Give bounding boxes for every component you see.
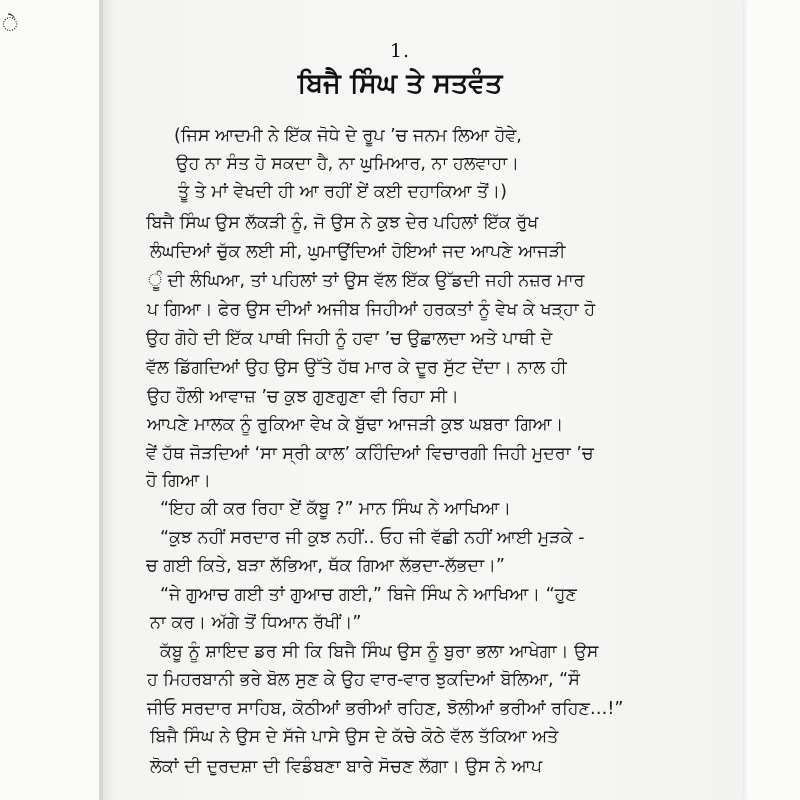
body-line: ਚ ਗਈ ਕਿਤੇ, ਬੜਾ ਲੱਭਿਆ, ਥੱਕ ਗਿਆ ਲੱਭਦਾ-ਲੱਭਦਾ।” bbox=[146, 556, 505, 576]
chapter-title: ਬਿਜੈ ਸਿੰਘ ਤੇ ਸਤਵੰਤ bbox=[297, 68, 503, 99]
body-line: “ਜੇ ਗੁਆਚ ਗਈ ਤਾਂ ਗੁਆਚ ਗਈ,” ਬਿਜੇ ਸਿੰਘ ਨੇ ਆਖਿਆ। “ਹੁਣ bbox=[160, 585, 577, 605]
epigraph-line: ਤੂੰ ਤੇ ਮਾਂ ਵੇਖਦੀ ਹੀ ਆ ਰਹੀਂ ਏਂ ਕਈ ਦਹਾਕਿਆ ਤੋਂ।) bbox=[178, 182, 507, 202]
epigraph-line: ਉਹ ਨਾ ਸੰਤ ਹੋ ਸਕਦਾ ਹੈ, ਨਾ ਘੁਮਿਆਰ, ਨਾ ਹਲਵਾਹਾ। bbox=[176, 154, 520, 174]
facing-page-glyph: ੇ bbox=[2, 12, 18, 36]
body-line: ਲੋਕਾਂ ਦੀ ਦੁਰਦਸ਼ਾ ਦੀ ਵਿਡੰਬਣਾ ਬਾਰੇ ਸੋਚਣ ਲੱਗਾ। ਉਸ ਨੇ ਆਪ bbox=[150, 757, 543, 777]
body-line: ਹੋ ਗਿਆ। bbox=[146, 471, 211, 491]
body-line: “ਇਹ ਕੀ ਕਰ ਰਿਹਾ ਏਂ ਕੱਬੂ ?” ਮਾਨ ਸਿੰਘ ਨੇ ਆਖਿਆ। bbox=[160, 499, 512, 519]
body-line: ਜੀਓ ਸਰਦਾਰ ਸਾਹਿਬ, ਕੋਠੀਆਂ ਭਰੀਆਂ ਰਹਿਣ, ਝੋਲੀਆਂ ਭਰੀਆਂ ਰਹਿਣ…!” bbox=[147, 699, 624, 719]
body-line: ੂੰ ਦੀ ਲੰਘਿਆ, ਤਾਂ ਪਹਿਲਾਂ ਤਾਂ ਉਸ ਵੱਲ ਇੱਕ ਉੱਡਦੀ ਜਹੀ ਨਜ਼ਰ ਮਾਰ bbox=[148, 271, 585, 291]
body-line: ਆਪਣੇ ਮਾਲਕ ਨੂੰ ਰੁਕਿਆ ਵੇਖ ਕੇ ਬੁੱਢਾ ਆਜੜੀ ਕੁਝ ਘਬਰਾ ਗਿਆ। bbox=[147, 415, 564, 435]
body-line: ਵੱਲ ਡਿੱਗਦਿਆਂ ਉਹ ਉਸ ਉੱਤੇ ਹੱਥ ਮਾਰ ਕੇ ਦੂਰ ਸੁੱਟ ਦੇਂਦਾ। ਨਾਲ ਹੀ bbox=[146, 358, 567, 378]
body-line: ਉਹ ਹੌਲੀ ਆਵਾਜ਼ ’ਚ ਕੁਝ ਗੁਣਗੁਣਾ ਵੀ ਰਿਹਾ ਸੀ। bbox=[147, 387, 459, 407]
body-line: ਕੱਬੂ ਨੂੰ ਸ਼ਾਇਦ ਡਰ ਸੀ ਕਿ ਬਿਜੈ ਸਿੰਘ ਉਸ ਨੂੰ ਬੁਰਾ ਭਲਾ ਆਖੇਗਾ। ਉਸ bbox=[160, 642, 599, 662]
body-line: ਵੇਂ ਹੱਥ ਜੋੜਦਿਆਂ ‘ਸਾ ਸ੍ਰੀ ਕਾਲ’ ਕਹਿੰਦਿਆਂ ਵਿਚਾਰਗੀ ਜਿਹੀ ਮੁਦਰਾ ’ਚ bbox=[146, 444, 594, 464]
body-line: ਪ ਗਿਆ। ਫੇਰ ਉਸ ਦੀਆਂ ਅਜੀਬ ਜਿਹੀਆਂ ਹਰਕਤਾਂ ਨੂੰ ਵੇਖ ਕੇ ਖੜ੍ਹਾ ਹੋ bbox=[147, 300, 596, 320]
body-line: ਨਾ ਕਰ। ਅੱਗੇ ਤੋਂ ਧਿਆਨ ਰੱਖੀਂ।” bbox=[150, 613, 362, 633]
body-line: “ਕੁਝ ਨਹੀਂ ਸਰਦਾਰ ਜੀ ਕੁਝ ਨਹੀਂ.. ਓਹ ਜੀ ਵੱਛੀ ਨਹੀਂ ਆਈ ਮੁੜਕੇ - bbox=[160, 528, 585, 548]
body-line: ਹ ਮਿਹਰਬਾਨੀ ਭਰੇ ਬੋਲ ਸੁਣ ਕੇ ਉਹ ਵਾਰ-ਵਾਰ ਝੁਕਦਿਆਂ ਬੋਲਿਆ, “ਸੌ bbox=[147, 670, 580, 690]
body-line: ਉਹ ਗੋਹੇ ਦੀ ਇੱਕ ਪਾਥੀ ਜਿਹੀ ਨੂੰ ਹਵਾ ’ਚ ਉਛਾਲਦਾ ਅਤੇ ਪਾਥੀ ਦੇ bbox=[146, 329, 553, 349]
epigraph-line: (ਜਿਸ ਆਦਮੀ ਨੇ ਇੱਕ ਜੋਧੇ ਦੇ ਰੂਪ ’ਚ ਜਨਮ ਲਿਆ ਹੋਵੇ, bbox=[174, 126, 522, 146]
body-line: ਬਿਜੈ ਸਿੰਘ ਨੇ ਉਸ ਦੇ ਸੱਜੇ ਪਾਸੇ ਉਸ ਦੇ ਕੱਚੇ ਕੋਠੇ ਵੱਲ ਤੱਕਿਆ ਅਤੇ bbox=[150, 727, 559, 747]
body-line: ਬਿਜੈ ਸਿੰਘ ਉਸ ਲੱਕੜੀ ਨੂੰ, ਜੋ ਉਸ ਨੇ ਕੁਝ ਦੇਰ ਪਹਿਲਾਂ ਇੱਕ ਰੁੱਖ bbox=[146, 213, 539, 233]
chapter-number: 1. bbox=[389, 40, 411, 62]
body-line: ਲੰਘਦਿਆਂ ਚੁੱਕ ਲਈ ਸੀ, ਘੁਮਾਉਂਦਿਆਂ ਹੋਇਆਂ ਜਦ ਆਪਣੇ ਆਜੜੀ bbox=[150, 242, 566, 262]
